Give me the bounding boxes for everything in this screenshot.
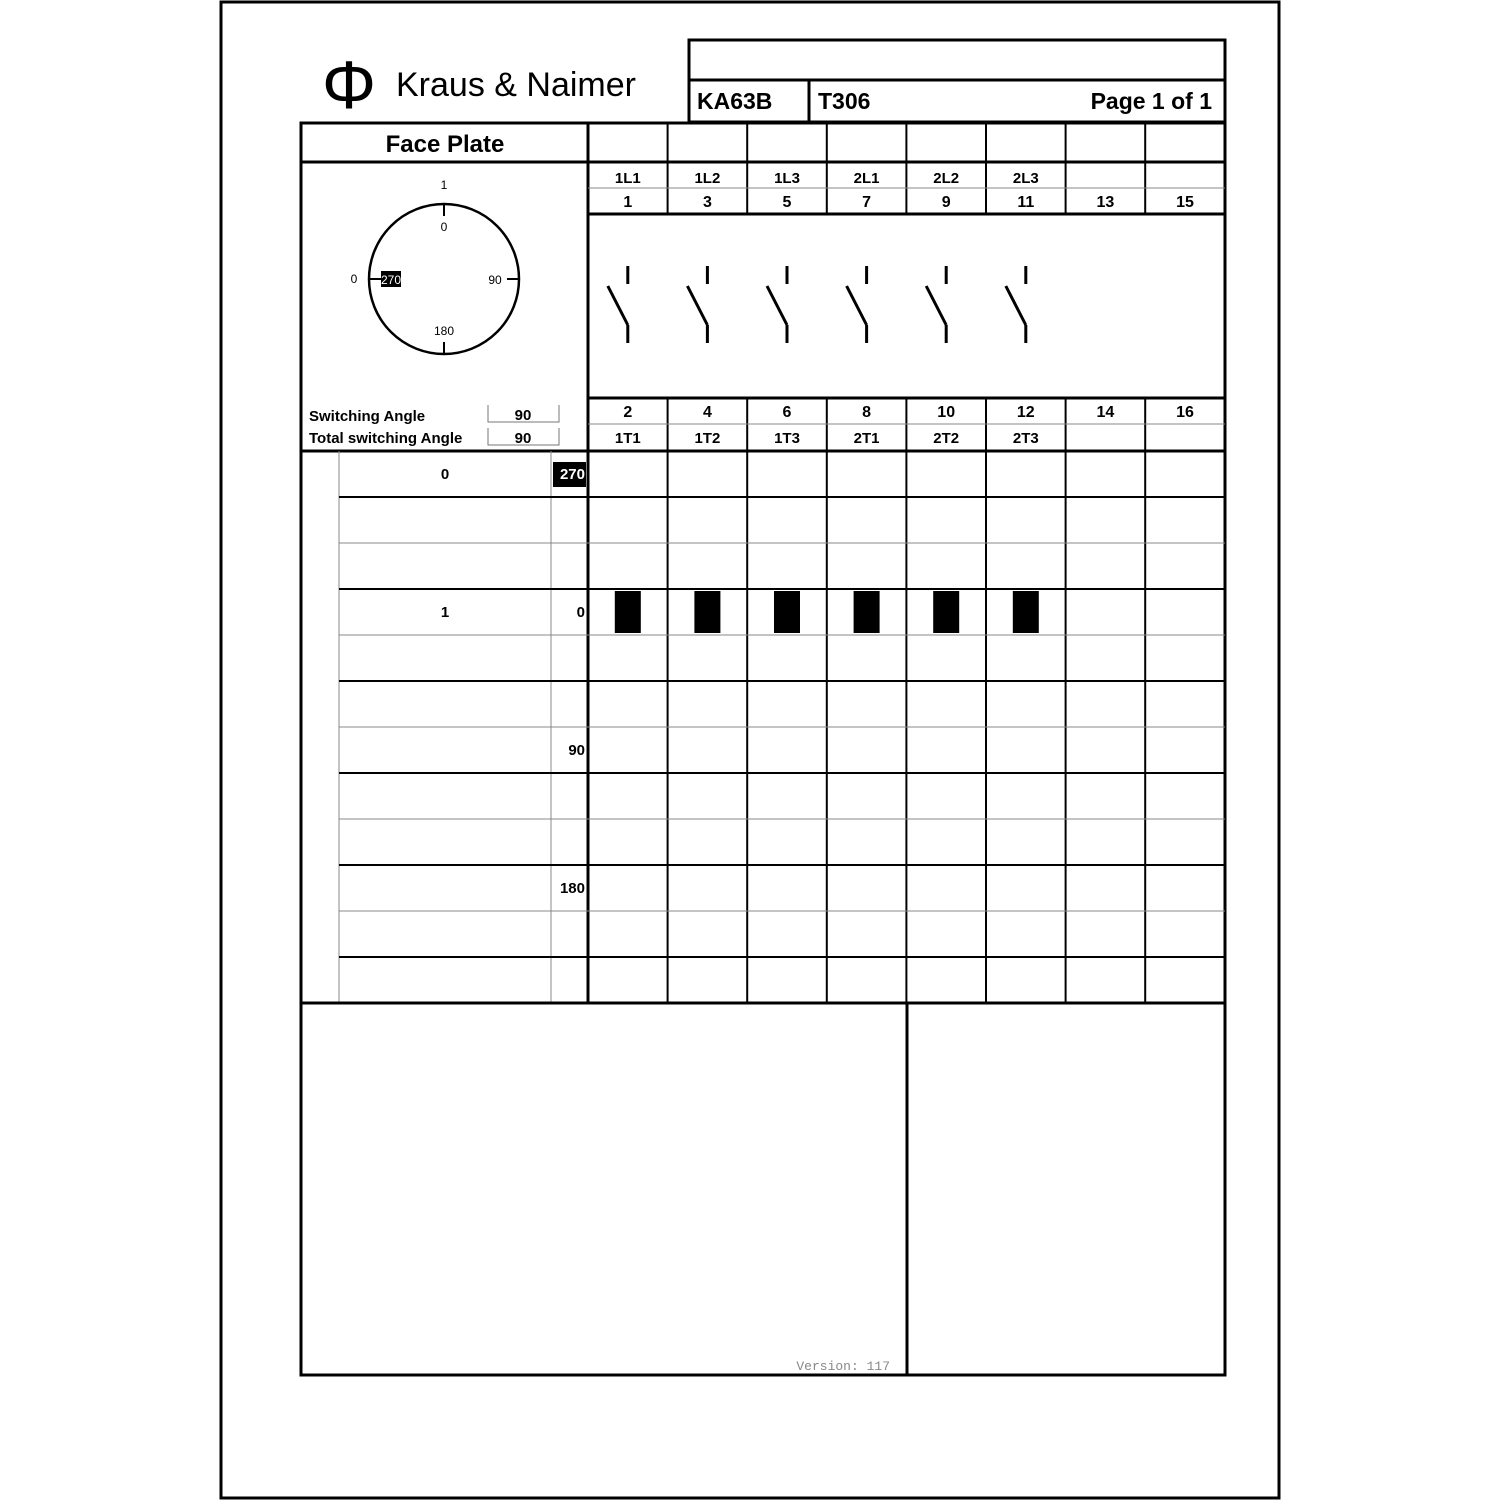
column-bottom-label: 1T3 (774, 430, 800, 447)
dial-label-top: 1 (440, 178, 448, 192)
column-bottom-terminal: 2 (623, 404, 633, 421)
dial-label-right: 90 (488, 273, 502, 287)
total-switching-angle-label: Total switching Angle (309, 430, 463, 447)
position-angle: 90 (568, 742, 585, 759)
column-bottom-terminal: 10 (937, 404, 956, 421)
switching-angle-value: 90 (514, 407, 532, 424)
model-number: KA63B (697, 88, 773, 114)
contact-closed-mark (615, 591, 641, 633)
column-top-terminal: 1 (623, 194, 633, 211)
dial-label-bottom: 180 (433, 324, 455, 338)
position-angle: 180 (559, 880, 585, 897)
column-top-terminal: 7 (862, 194, 872, 211)
page-indicator: Page 1 of 1 (1090, 88, 1212, 114)
column-bottom-label: 2T2 (933, 430, 960, 447)
brand-logo-symbol: Φ (321, 47, 377, 123)
column-bottom-label: 1T2 (694, 430, 721, 447)
column-top-label: 1L1 (614, 170, 641, 187)
column-top-terminal: 13 (1096, 194, 1115, 211)
version-label: Version: 117 (796, 1359, 890, 1374)
dial-label-inner-top: 0 (440, 220, 448, 234)
position-label: 1 (440, 604, 450, 621)
column-top-terminal: 3 (702, 194, 712, 211)
position-label: 0 (440, 466, 450, 483)
column-bottom-terminal: 12 (1016, 404, 1035, 421)
column-bottom-terminal: 16 (1176, 404, 1194, 421)
contact-closed-mark (854, 591, 880, 633)
column-bottom-label: 2T3 (1012, 430, 1039, 447)
column-top-terminal: 15 (1176, 194, 1194, 211)
column-top-terminal: 5 (782, 194, 792, 211)
switching-angle-label: Switching Angle (309, 408, 426, 425)
contact-closed-mark (933, 591, 959, 633)
brand-name: Kraus & Naimer (396, 66, 636, 104)
column-top-terminal: 11 (1017, 194, 1035, 211)
face-plate-heading: Face Plate (385, 131, 505, 158)
column-bottom-terminal: 8 (862, 404, 872, 421)
column-top-terminal: 9 (941, 194, 951, 211)
contact-closed-mark (1013, 591, 1039, 633)
column-top-label: 2L1 (853, 170, 880, 187)
page-frame (221, 2, 1279, 1498)
column-top-label: 1L2 (694, 170, 721, 187)
column-bottom-label: 2T1 (853, 430, 880, 447)
total-switching-angle-value: 90 (514, 430, 532, 447)
column-top-label: 2L2 (933, 170, 960, 187)
column-bottom-label: 1T1 (614, 430, 641, 447)
dial-label-left: 0 (350, 272, 358, 286)
column-top-label: 2L3 (1012, 170, 1039, 187)
contact-closed-mark (774, 591, 800, 633)
column-top-label: 1L3 (774, 170, 800, 187)
column-bottom-terminal: 6 (782, 404, 792, 421)
position-angle: 270 (559, 466, 585, 483)
column-bottom-terminal: 4 (702, 404, 712, 421)
dial-label-inner-left: 270 (380, 273, 402, 287)
column-bottom-terminal: 14 (1096, 404, 1115, 421)
contact-closed-mark (694, 591, 720, 633)
program-number: T306 (818, 88, 871, 114)
position-angle: 0 (576, 604, 585, 621)
